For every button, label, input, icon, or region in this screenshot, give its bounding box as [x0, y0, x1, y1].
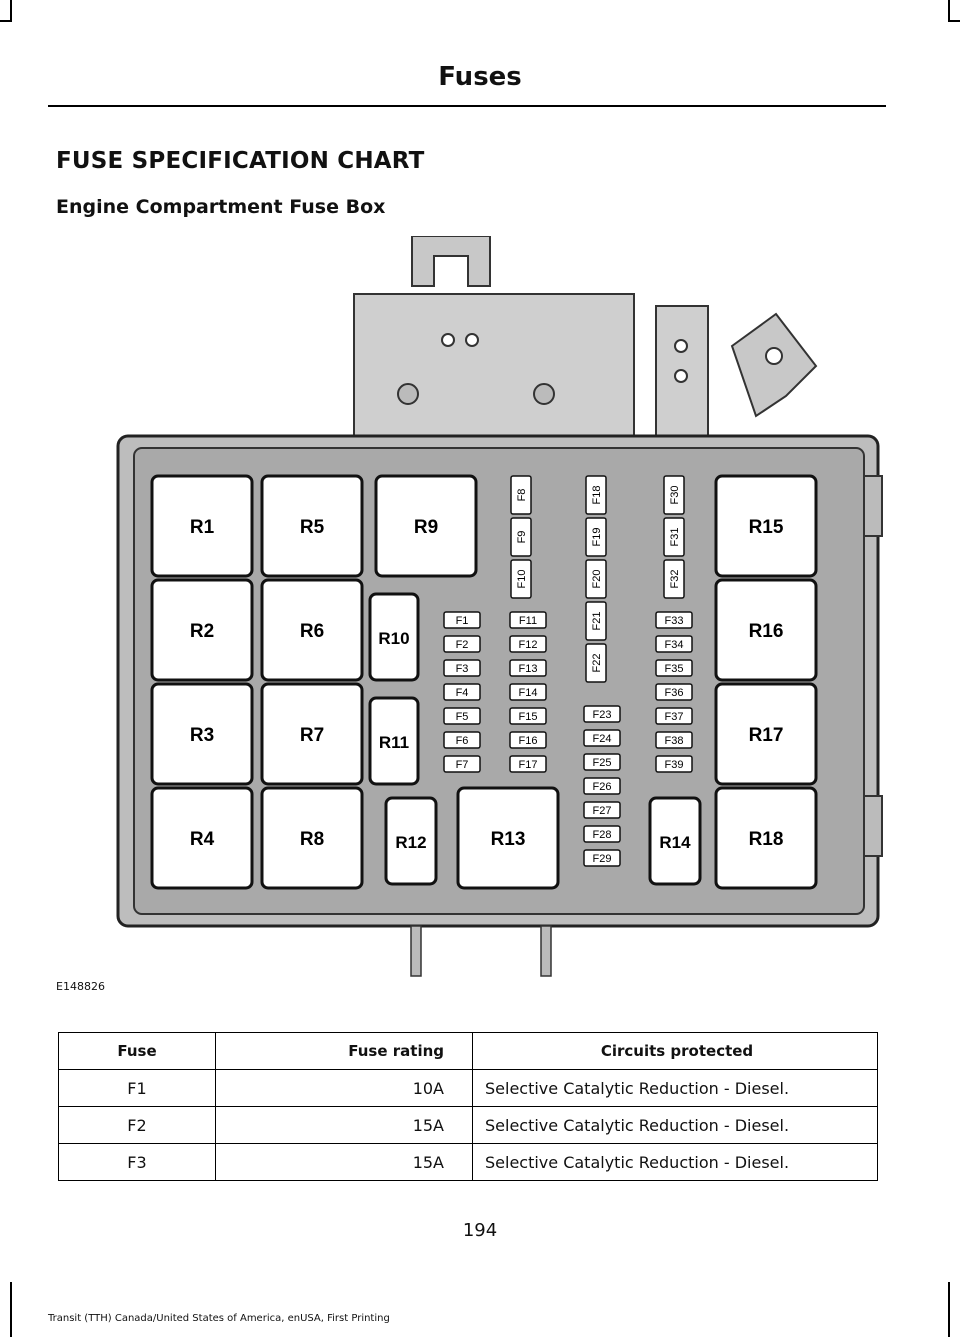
cell-circuits: Selective Catalytic Reduction - Diesel. [473, 1107, 878, 1144]
crop-mark [948, 20, 960, 22]
crop-mark [10, 0, 12, 22]
fuse-f24 [584, 730, 620, 746]
fuse-label: F28 [592, 829, 612, 841]
footer-text: Transit (TTH) Canada/United States of America, enUSA, First Printing [48, 1313, 390, 1324]
fuse-label: F38 [664, 735, 684, 747]
fuse-label: F34 [664, 639, 684, 651]
fuse-f23 [584, 706, 620, 722]
fuse-f14 [510, 684, 546, 700]
fuse-label: F15 [518, 711, 538, 723]
relay-label: R15 [748, 517, 784, 538]
crop-mark [10, 1282, 12, 1337]
fuse-label: F36 [664, 687, 684, 699]
fuse-f33 [656, 612, 692, 628]
fuse-f25 [584, 754, 620, 770]
cell-circuits: Selective Catalytic Reduction - Diesel. [473, 1144, 878, 1181]
cell-rating: 15A [216, 1107, 473, 1144]
page-number: 194 [462, 1220, 498, 1241]
fuse-f13 [510, 660, 546, 676]
relay-label: R14 [659, 833, 691, 852]
fuse-label: F13 [518, 663, 538, 675]
figure-id: E148826 [56, 980, 105, 993]
relay-label: R12 [395, 833, 427, 852]
relay-r3 [152, 684, 252, 784]
table-header-row [59, 1033, 878, 1070]
fuse-label: F32 [669, 569, 681, 589]
relay-r6 [262, 580, 362, 680]
table-row [59, 1107, 878, 1144]
fuse-f10 [511, 560, 531, 598]
cell-fuse: F1 [59, 1070, 216, 1107]
relay-label: R18 [748, 829, 784, 850]
fuse-label: F17 [518, 759, 538, 771]
relay-r8 [262, 788, 362, 888]
fuse-f16 [510, 732, 546, 748]
fuse-label: F31 [669, 527, 681, 547]
fuse-f26 [584, 778, 620, 794]
cell-circuits: Selective Catalytic Reduction - Diesel. [473, 1070, 878, 1107]
relay-label: R7 [299, 725, 325, 746]
fuse-f38 [656, 732, 692, 748]
fuse-label: F11 [518, 615, 538, 627]
fuse-label: F5 [455, 711, 469, 723]
fuse-f20 [586, 560, 606, 598]
relay-r11 [370, 698, 418, 784]
relay-r7 [262, 684, 362, 784]
relay-r4 [152, 788, 252, 888]
header-fuse: Fuse [59, 1033, 216, 1070]
table-row [59, 1144, 878, 1181]
fuse-label: F22 [591, 653, 603, 673]
fuse-f18 [586, 476, 606, 514]
section-title: FUSE SPECIFICATION CHART [56, 148, 425, 174]
fuse-label: F3 [455, 663, 469, 675]
page-header: Fuses [438, 62, 522, 92]
fuse-f30 [664, 476, 684, 514]
cell-fuse: F2 [59, 1107, 216, 1144]
fuse-f7 [444, 756, 480, 772]
fuse-label: F25 [592, 757, 612, 769]
fuse-label: F23 [592, 709, 612, 721]
fuse-f32 [664, 560, 684, 598]
fuse-label: F27 [592, 805, 612, 817]
fuse-label: F12 [518, 639, 538, 651]
header-fuse-rating: Fuse rating [216, 1033, 473, 1070]
fuse-label: F33 [664, 615, 684, 627]
relay-r14 [650, 798, 700, 884]
relay-r12 [386, 798, 436, 884]
relay-label: R17 [748, 725, 784, 746]
fuse-label: F19 [591, 527, 603, 547]
fuse-f3 [444, 660, 480, 676]
relay-label: R2 [189, 621, 215, 642]
fuse-label: F29 [592, 853, 612, 865]
fuse-label: F4 [455, 687, 469, 699]
fuse-f35 [656, 660, 692, 676]
fuse-label: F26 [592, 781, 612, 793]
fuse-label: F9 [516, 530, 528, 544]
fuse-f37 [656, 708, 692, 724]
fuse-f36 [656, 684, 692, 700]
relay-r18 [716, 788, 816, 888]
relay-label: R16 [748, 621, 784, 642]
relay-r10 [370, 594, 418, 680]
fuse-f12 [510, 636, 546, 652]
relay-label: R4 [189, 829, 215, 850]
cell-rating: 15A [216, 1144, 473, 1181]
relay-r13 [458, 788, 558, 888]
fuse-f39 [656, 756, 692, 772]
relay-r16 [716, 580, 816, 680]
cell-rating: 10A [216, 1070, 473, 1107]
fuse-label: F24 [592, 733, 612, 745]
fuse-label: F7 [455, 759, 469, 771]
relay-label: R1 [189, 517, 215, 538]
relay-r1 [152, 476, 252, 576]
fuse-label: F10 [516, 569, 528, 589]
relay-r5 [262, 476, 362, 576]
fuse-f8 [511, 476, 531, 514]
fuse-label: F35 [664, 663, 684, 675]
header-rule [48, 105, 886, 107]
header-circuits-protected: Circuits protected [473, 1033, 878, 1070]
fuse-label: F39 [664, 759, 684, 771]
relay-label: R11 [378, 733, 410, 752]
fuse-f29 [584, 850, 620, 866]
fuse-label: F8 [516, 488, 528, 502]
fuse-label: F1 [455, 615, 469, 627]
fuse-f28 [584, 826, 620, 842]
fuse-f34 [656, 636, 692, 652]
fuse-f4 [444, 684, 480, 700]
fuse-f19 [586, 518, 606, 556]
relay-r17 [716, 684, 816, 784]
fuse-label: F20 [591, 569, 603, 589]
fuse-label: F30 [669, 485, 681, 505]
fuse-f1 [444, 612, 480, 628]
fuse-label: F16 [518, 735, 538, 747]
fuse-f21 [586, 602, 606, 640]
relay-label: R6 [299, 621, 325, 642]
fuse-label: F37 [664, 711, 684, 723]
fuse-f27 [584, 802, 620, 818]
relay-label: R3 [189, 725, 215, 746]
fuse-label: F2 [455, 639, 469, 651]
cell-fuse: F3 [59, 1144, 216, 1181]
fuse-label: F14 [518, 687, 538, 699]
relay-label: R13 [490, 829, 526, 850]
relay-r2 [152, 580, 252, 680]
fuse-f17 [510, 756, 546, 772]
relay-r9 [376, 476, 476, 576]
fuse-f9 [511, 518, 531, 556]
fuse-spec-table [58, 1032, 878, 1181]
relay-r15 [716, 476, 816, 576]
crop-mark [0, 20, 12, 22]
fuse-f5 [444, 708, 480, 724]
fuse-box-diagram [56, 236, 892, 996]
fuse-f2 [444, 636, 480, 652]
relay-label: R8 [299, 829, 325, 850]
fuse-f31 [664, 518, 684, 556]
relay-label: R5 [299, 517, 325, 538]
fuse-f11 [510, 612, 546, 628]
relay-label: R9 [413, 517, 439, 538]
crop-mark [948, 0, 950, 22]
fuse-label: F6 [455, 735, 469, 747]
crop-mark [948, 1282, 950, 1337]
fuse-label: F21 [591, 611, 603, 631]
fuse-label: F18 [591, 485, 603, 505]
table-row [59, 1070, 878, 1107]
fuse-f15 [510, 708, 546, 724]
fuse-f6 [444, 732, 480, 748]
section-subtitle: Engine Compartment Fuse Box [56, 196, 386, 218]
fuse-f22 [586, 644, 606, 682]
relay-label: R10 [378, 629, 410, 648]
